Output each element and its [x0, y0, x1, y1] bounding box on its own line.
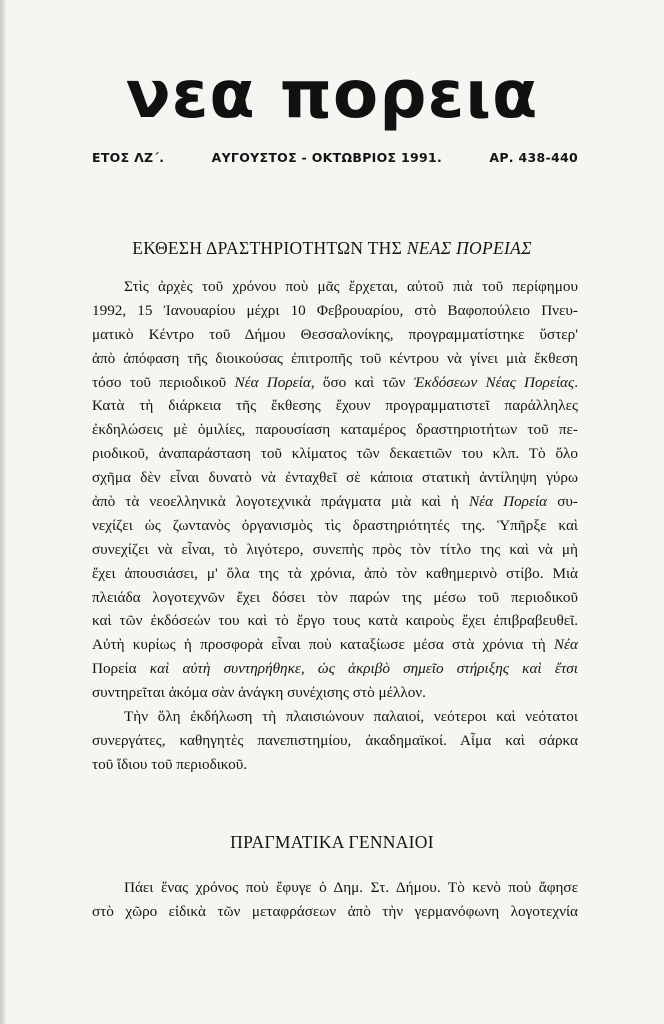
text-line — [92, 538, 578, 562]
text-run: ἀπὸ τὰ νεοελληνικὰ λογοτεχνικὰ πράγματα μιὰ καὶ ἡ — [92, 493, 469, 511]
text-line — [92, 876, 578, 900]
generous-paragraph — [92, 876, 578, 924]
text-run: Στὶς ἀρχὲς τοῦ χρόνου ποὺ μᾶς ἔρχεται, αὐτοῦ πιὰ τοῦ περίφημου — [124, 278, 578, 295]
issue-period: ΑΥΓΟΥΣΤΟΣ - ΟΚΤΩΒΡΙΟΣ 1991. — [211, 150, 443, 165]
text-line — [92, 753, 578, 777]
italic-text: καὶ αὐτὴ συντηρήθηκε, ὡς ἀκριβὸ σημεῖο στήριξης καὶ ἔτσι — [136, 660, 578, 678]
text-run: συνεχίζει νὰ εἶναι, τὸ λιγότερο, συνεπὴς πρὸς τὸν τίτλο της καὶ νὰ μὴ — [92, 540, 578, 558]
text-run: ἐκδηλώσεις μὲ ὁμιλίες, παρουσίαση καταμέρος δραστηριοτήτων τοῦ πε- — [92, 421, 578, 439]
italic-text: Νέα Πορεία — [468, 493, 548, 511]
text-line — [92, 681, 578, 705]
text-run: Τὴν ὅλη ἐκδήλωση τὴ πλαισιώνουν παλαιοί, νεότεροι καὶ νεότατοι — [124, 708, 578, 726]
text-run: , ὅσο καὶ τῶν — [310, 373, 414, 391]
section-title-italic: ΝΕΑΣ ΠΟΡΕΙΑΣ — [406, 238, 532, 258]
text-run: συ- — [547, 493, 578, 511]
text-run: τοῦ ἴδιου τοῦ περιοδικοῦ. — [92, 755, 248, 773]
text-line — [92, 729, 578, 753]
text-run: Πάει ἕνας χρόνος ποὺ ἔφυγε ὁ Δημ. Στ. Δήμου. Τὸ κενὸ ποὺ ἄφησε — [124, 879, 578, 896]
text-line — [92, 657, 578, 681]
text-line — [92, 394, 578, 418]
text-line — [92, 371, 578, 395]
issue-year: ΕΤΟΣ ΛΖ΄. — [92, 150, 165, 165]
text-line — [92, 418, 578, 442]
text-line — [92, 900, 578, 924]
italic-text: Ἐκδόσεων Νέας Πορείας — [413, 373, 575, 391]
text-line — [92, 633, 578, 657]
text-run: πλειάδα λογοτεχνῶν ἔχει δόσει τὸν παρών της μέσω τοῦ περιοδικοῦ — [92, 588, 578, 606]
section-title-generous: ΠΡΑΓΜΑΤΙΚΑ ΓΕΝΝΑΙΟΙ — [230, 832, 434, 852]
text-line — [92, 275, 578, 299]
section-title-plain: ΕΚΘΕΣΗ ΔΡΑΣΤΗΡΙΟΤΗΤΩΝ ΤΗΣ — [132, 238, 407, 258]
text-line — [92, 514, 578, 538]
text-run: Αὐτὴ κυρίως ἡ προσφορὰ εἶναι ποὺ καταξίωσε μέσα στὰ χρόνια τὴ — [92, 636, 554, 654]
text-run: ριοδικοῦ, ἀναπαράσταση τοῦ κλίματος τῶν δεκαετιῶν του κλπ. Τὸ ὅλο — [92, 445, 578, 463]
text-line — [92, 442, 578, 466]
text-line — [92, 299, 578, 323]
text-run: συντηρεῖται ἀκόμα σὰν ἀνάγκη συνέχισης στὸ μέλλον. — [92, 684, 426, 702]
text-line — [92, 586, 578, 610]
italic-text: Νέα Πορεία — [234, 373, 311, 391]
text-run: ἀπὸ ἀπόφαση τῆς διοικούσας ἐπιτροπῆς τοῦ κέντρου νὰ γίνει μιὰ ἔκθεση — [92, 349, 578, 367]
text-line — [92, 562, 578, 586]
issue-number: ΑΡ. 438-440 — [489, 150, 578, 165]
text-line — [92, 490, 578, 514]
text-run: νεχίζει ὡς ζωντανὸς ὀργανισμὸς τὶς δραστηριότητές της. Ὑπῆρξε καὶ — [92, 516, 578, 534]
text-run: καὶ τῶν ἐκδόσεών του καὶ τὸ ἔργο τους κατὰ καιροὺς ἔχει ἐπιβραβευθεῖ. — [92, 612, 578, 630]
text-run: 1992, 15 Ἰανουαρίου μέχρι 10 Φεβρουαρίου, στὸ Βαφοπούλειο Πνευ- — [92, 301, 578, 319]
text-line — [92, 323, 578, 347]
text-run: Πορεία — [92, 660, 137, 678]
text-line — [92, 609, 578, 633]
text-line — [92, 705, 578, 729]
text-line — [92, 466, 578, 490]
text-line — [92, 347, 578, 371]
issue-info-line — [92, 150, 578, 165]
masthead-title: νεα πορεια — [125, 56, 539, 133]
italic-text: Νέα — [553, 636, 578, 654]
page-edge-shadow — [0, 0, 6, 1024]
exhibition-paragraph — [92, 275, 578, 777]
text-run: ἔχει ἀπουσιάσει, μ' ὅλα της τὰ χρόνια, ἀπὸ τὸν καθημερινὸ στίβο. Μιὰ — [92, 564, 578, 582]
section-title-exhibition — [0, 238, 664, 259]
text-run: ματικὸ Κέντρο τοῦ Δήμου Θεσσαλονίκης, προγραμματίστηκε ὕστερ' — [92, 325, 578, 343]
text-run: . — [574, 373, 578, 391]
text-run: στὸ χῶρο εἰδικὰ τῶν μεταφράσεων ἀπὸ τὴν γερμανόφωνη λογοτεχνία — [92, 902, 578, 920]
text-run: Κατὰ τὴ διάρκεια τῆς ἔκθεσης ἔχουν προγραμματιστεῖ παράλληλες — [92, 397, 578, 415]
text-run: συνεργάτες, καθηγητὲς πανεπιστημίου, ἀκαδημαϊκοί. Αἷμα καὶ σάρκα — [92, 731, 578, 749]
text-run: σχῆμα δὲν εἶναι δυνατὸ νὰ ἐνταχθεῖ σὲ κάποια στατικὴ ἀντίληψη γύρω — [92, 469, 578, 487]
text-run: τόσο τοῦ περιοδικοῦ — [92, 373, 235, 391]
